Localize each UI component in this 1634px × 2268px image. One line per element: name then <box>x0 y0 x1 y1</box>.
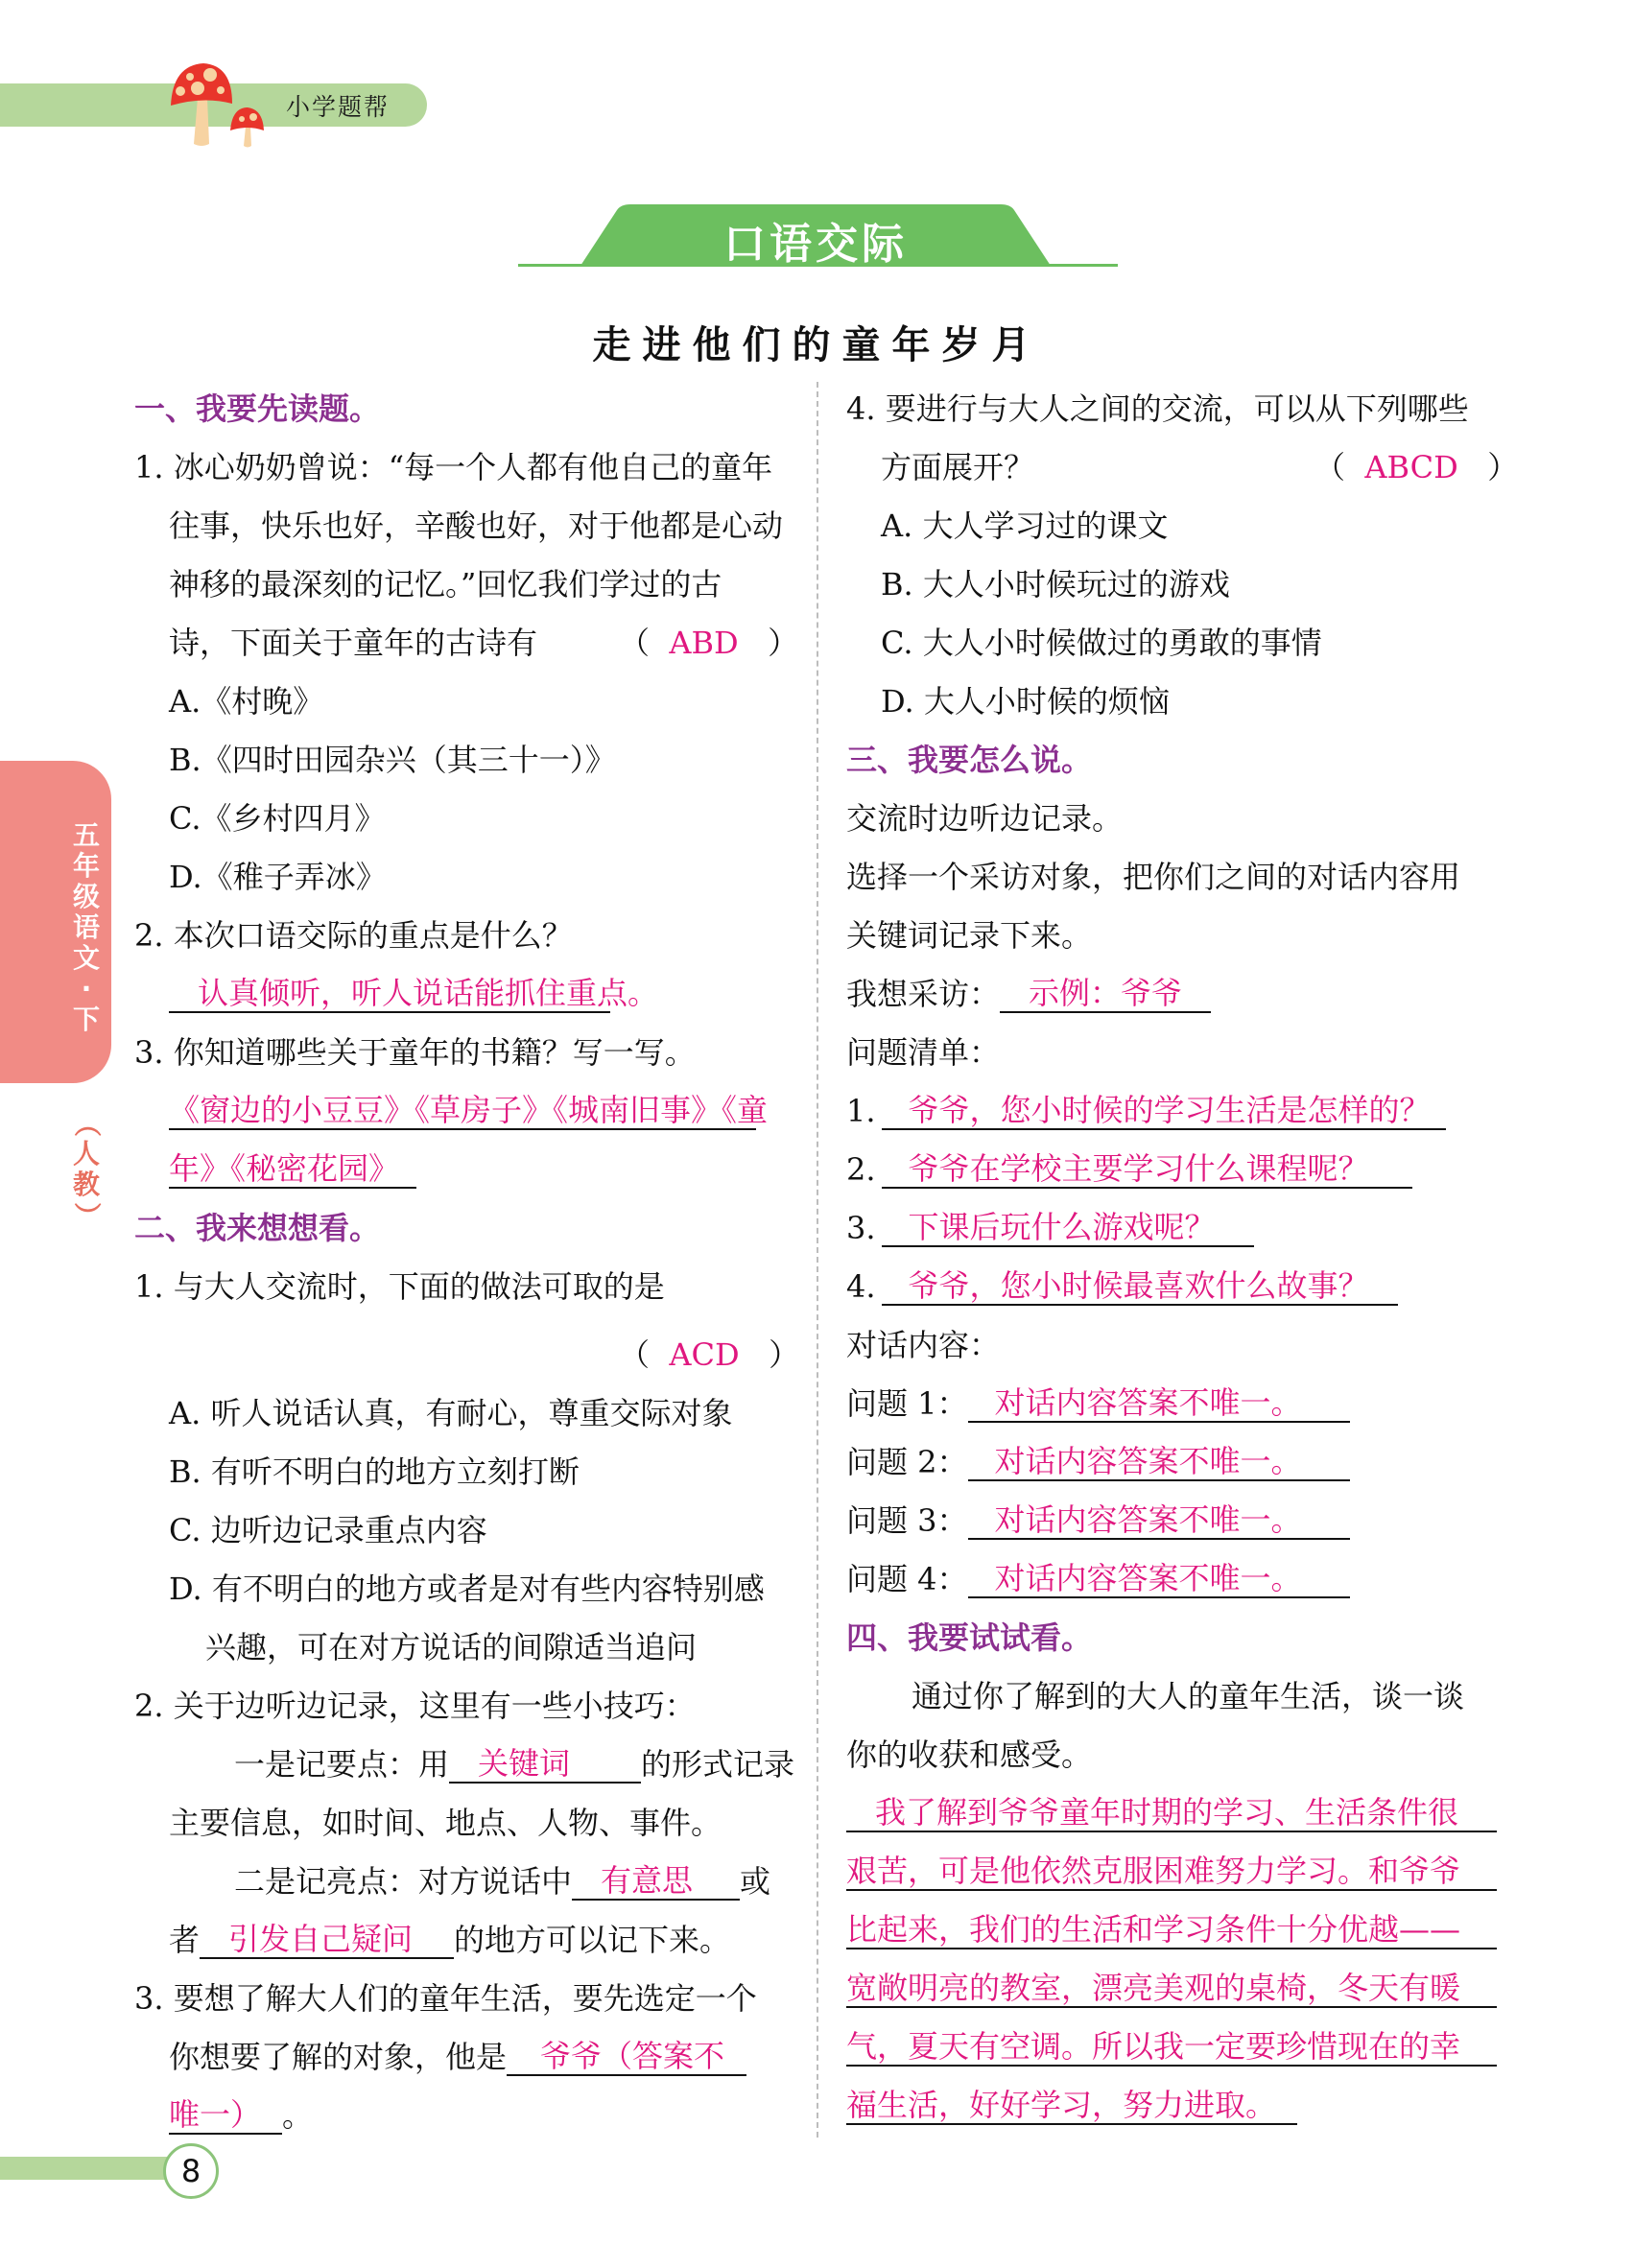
s2q2-tip2-cont: 者 引发自己疑问 的地方可以记下来。 <box>169 1921 731 1958</box>
essay-line[interactable]: 福生活，好好学习，努力进取。 <box>846 2087 1297 2125</box>
essay-line[interactable]: 气，夏天有空调。所以我一定要珍惜现在的幸 <box>846 2028 1497 2067</box>
q1-option-d: D.《稚子弄冰》 <box>169 859 387 895</box>
question-field[interactable]: 下课后玩什么游戏呢？ <box>882 1209 1254 1247</box>
q1-option-b: B.《四时田园杂兴（其三十一）》 <box>169 742 616 778</box>
dialog-row: 问题 2： 对话内容答案不唯一。 <box>846 1443 1350 1481</box>
question-row: 2. 爷爷在学校主要学习什么课程呢？ <box>846 1150 1412 1189</box>
section-4-title: 四、我要试试看。 <box>846 1619 1093 1656</box>
dialog-field[interactable]: 对话内容答案不唯一。 <box>968 1560 1350 1598</box>
q1-option-a: A.《村晚》 <box>169 683 324 720</box>
q3-text: 3. 你知道哪些关于童年的书籍？写一写。 <box>134 1034 696 1071</box>
s2q2-tip2: 二是记亮点：对方说话中 有意思 或 <box>234 1862 771 1900</box>
s2q2-blank2[interactable]: 有意思 <box>572 1862 740 1901</box>
s3-intro2: 选择一个采访对象，把你们之间的对话内容用 <box>846 859 1461 895</box>
s2q1-answer: ACD <box>669 1336 740 1373</box>
s2q3-text3: 唯一） 。 <box>169 2096 314 2134</box>
dialog-field[interactable]: 对话内容答案不唯一。 <box>968 1501 1350 1540</box>
mushroom-icon <box>165 59 280 151</box>
s2q2-blank1[interactable]: 关键词 <box>449 1745 641 1784</box>
page-number: 8 <box>163 2143 219 2199</box>
question-row: 4. 爷爷，您小时候最喜欢什么故事？ <box>846 1267 1398 1306</box>
question-field[interactable]: 爷爷，您小时候最喜欢什么故事？ <box>882 1267 1398 1306</box>
q1-answer-bracket[interactable]: （ ABD ） <box>619 625 799 661</box>
essay-line[interactable]: 宽敞明亮的教室，漂亮美观的桌椅，冬天有暖 <box>846 1970 1497 2008</box>
s2q1-option-d-cont: 兴趣，可在对方说话的间隙适当追问 <box>205 1629 698 1666</box>
q3-answer-line1: 《窗边的小豆豆》《草房子》《城南旧事》《童 <box>169 1092 769 1128</box>
q2-text: 2. 本次口语交际的重点是什么？ <box>134 917 573 954</box>
dialog-field[interactable]: 对话内容答案不唯一。 <box>968 1443 1350 1481</box>
s2q2-tip1: 一是记要点：用 关键词 的形式记录 <box>234 1745 795 1783</box>
grade-label: 五 年 级 语 文 · 下 <box>72 819 100 1035</box>
s2q1-answer-bracket[interactable]: （ ACD ） <box>619 1336 800 1373</box>
edition-label: （ 人 教 ） <box>71 1109 103 1229</box>
section-banner-title: 口语交际 <box>723 220 908 269</box>
dialog-row: 问题 3： 对话内容答案不唯一。 <box>846 1501 1350 1540</box>
dialog-field[interactable]: 对话内容答案不唯一。 <box>968 1384 1350 1423</box>
q2-answer: 认真倾听，听人说话能抓住重点。 <box>169 975 610 1013</box>
essay-line[interactable]: 我了解到爷爷童年时期的学习、生活条件很 <box>846 1794 1497 1832</box>
s4-prompt1: 通过你了解到的大人的童年生活，谈一谈 <box>912 1678 1465 1714</box>
s3-intro3: 关键词记录下来。 <box>846 917 1093 954</box>
q3-answer-field[interactable] <box>169 1092 769 1130</box>
q1-text: 诗，下面关于童年的古诗有 <box>169 625 538 661</box>
s2q3-text2: 你想要了解的对象，他是 爷爷（答案不 <box>169 2038 746 2076</box>
q4-text2: 方面展开？ <box>881 449 1035 485</box>
s2q1-option-d: D. 有不明白的地方或者是对有些内容特别感 <box>169 1571 765 1607</box>
q1-answer: ABD <box>669 625 739 661</box>
interview-row: 我想采访： 示例：爷爷 <box>846 975 1211 1013</box>
dialog-row: 问题 4： 对话内容答案不唯一。 <box>846 1560 1350 1598</box>
s2q1-option-c: C. 边听边记录重点内容 <box>169 1512 487 1548</box>
s3-intro1: 交流时边听边记录。 <box>846 800 1124 837</box>
s2q2-blank3[interactable]: 引发自己疑问 <box>200 1921 454 1959</box>
lesson-title: 走进他们的童年岁月 <box>592 322 1042 367</box>
section-2-title: 二、我来想想看。 <box>134 1210 381 1246</box>
s2q2-text: 2. 关于边听边记录，这里有一些小技巧： <box>134 1688 696 1724</box>
s2q1-option-b: B. 有听不明白的地方立刻打断 <box>169 1453 580 1490</box>
section-1-title: 一、我要先读题。 <box>134 390 381 427</box>
q3-answer-line2: 年》《秘密花园》 <box>169 1150 416 1189</box>
q4-option-d: D. 大人小时候的烦恼 <box>881 683 1170 720</box>
q1-text: 神移的最深刻的记忆。”回忆我们学过的古 <box>169 566 722 602</box>
question-field[interactable]: 爷爷在学校主要学习什么课程呢？ <box>882 1150 1412 1189</box>
q4-option-c: C. 大人小时候做过的勇敢的事情 <box>881 625 1322 661</box>
s2q2-tip1-cont: 主要信息，如时间、地点、人物、事件。 <box>169 1805 722 1841</box>
footer-bar <box>0 2157 173 2180</box>
essay-line[interactable]: 艰苦，可是他依然克服困难努力学习。和爷爷 <box>846 1853 1497 1891</box>
s2q1-text: 1. 与大人交流时，下面的做法可取的是 <box>134 1268 665 1305</box>
section-3-title: 三、我要怎么说。 <box>846 742 1093 778</box>
q1-text: 1. 冰心奶奶曾说：“每一个人都有他自己的童年 <box>134 449 773 485</box>
s4-prompt2: 你的收获和感受。 <box>846 1736 1093 1773</box>
q4-text: 4. 要进行与大人之间的交流，可以从下列哪些 <box>846 390 1469 427</box>
q4-option-a: A. 大人学习过的课文 <box>881 508 1169 544</box>
column-divider <box>817 382 818 2138</box>
question-field[interactable]: 爷爷，您小时候的学习生活是怎样的？ <box>882 1092 1446 1130</box>
dialog-label: 对话内容： <box>846 1327 1001 1363</box>
interview-field[interactable]: 示例：爷爷 <box>1000 975 1211 1013</box>
question-row: 1. 爷爷，您小时候的学习生活是怎样的？ <box>846 1092 1446 1130</box>
q3-answer-field[interactable] <box>169 1150 416 1189</box>
s2q3-blank-cont[interactable]: 唯一） <box>169 2096 282 2135</box>
essay-line[interactable]: 比起来，我们的生活和学习条件十分优越—— <box>846 1911 1497 1949</box>
s2q1-option-a: A. 听人说话认真，有耐心，尊重交际对象 <box>169 1395 733 1431</box>
q4-option-b: B. 大人小时候玩过的游戏 <box>881 566 1230 602</box>
s2q3-text: 3. 要想了解大人们的童年生活，要先选定一个 <box>134 1980 757 2017</box>
question-row: 3. 下课后玩什么游戏呢？ <box>846 1209 1254 1247</box>
q4-answer: ABCD <box>1364 449 1458 485</box>
dialog-row: 问题 1： 对话内容答案不唯一。 <box>846 1384 1350 1423</box>
q1-option-c: C.《乡村四月》 <box>169 800 386 837</box>
q2-answer-field[interactable] <box>169 975 659 1013</box>
brand-title: 小学题帮 <box>286 93 391 121</box>
question-list-label: 问题清单： <box>846 1034 1001 1071</box>
q1-text: 往事，快乐也好，辛酸也好，对于他都是心动 <box>169 508 784 544</box>
q4-answer-bracket[interactable]: （ ABCD ） <box>1314 449 1519 485</box>
s2q3-blank[interactable]: 爷爷（答案不 <box>507 2038 746 2076</box>
